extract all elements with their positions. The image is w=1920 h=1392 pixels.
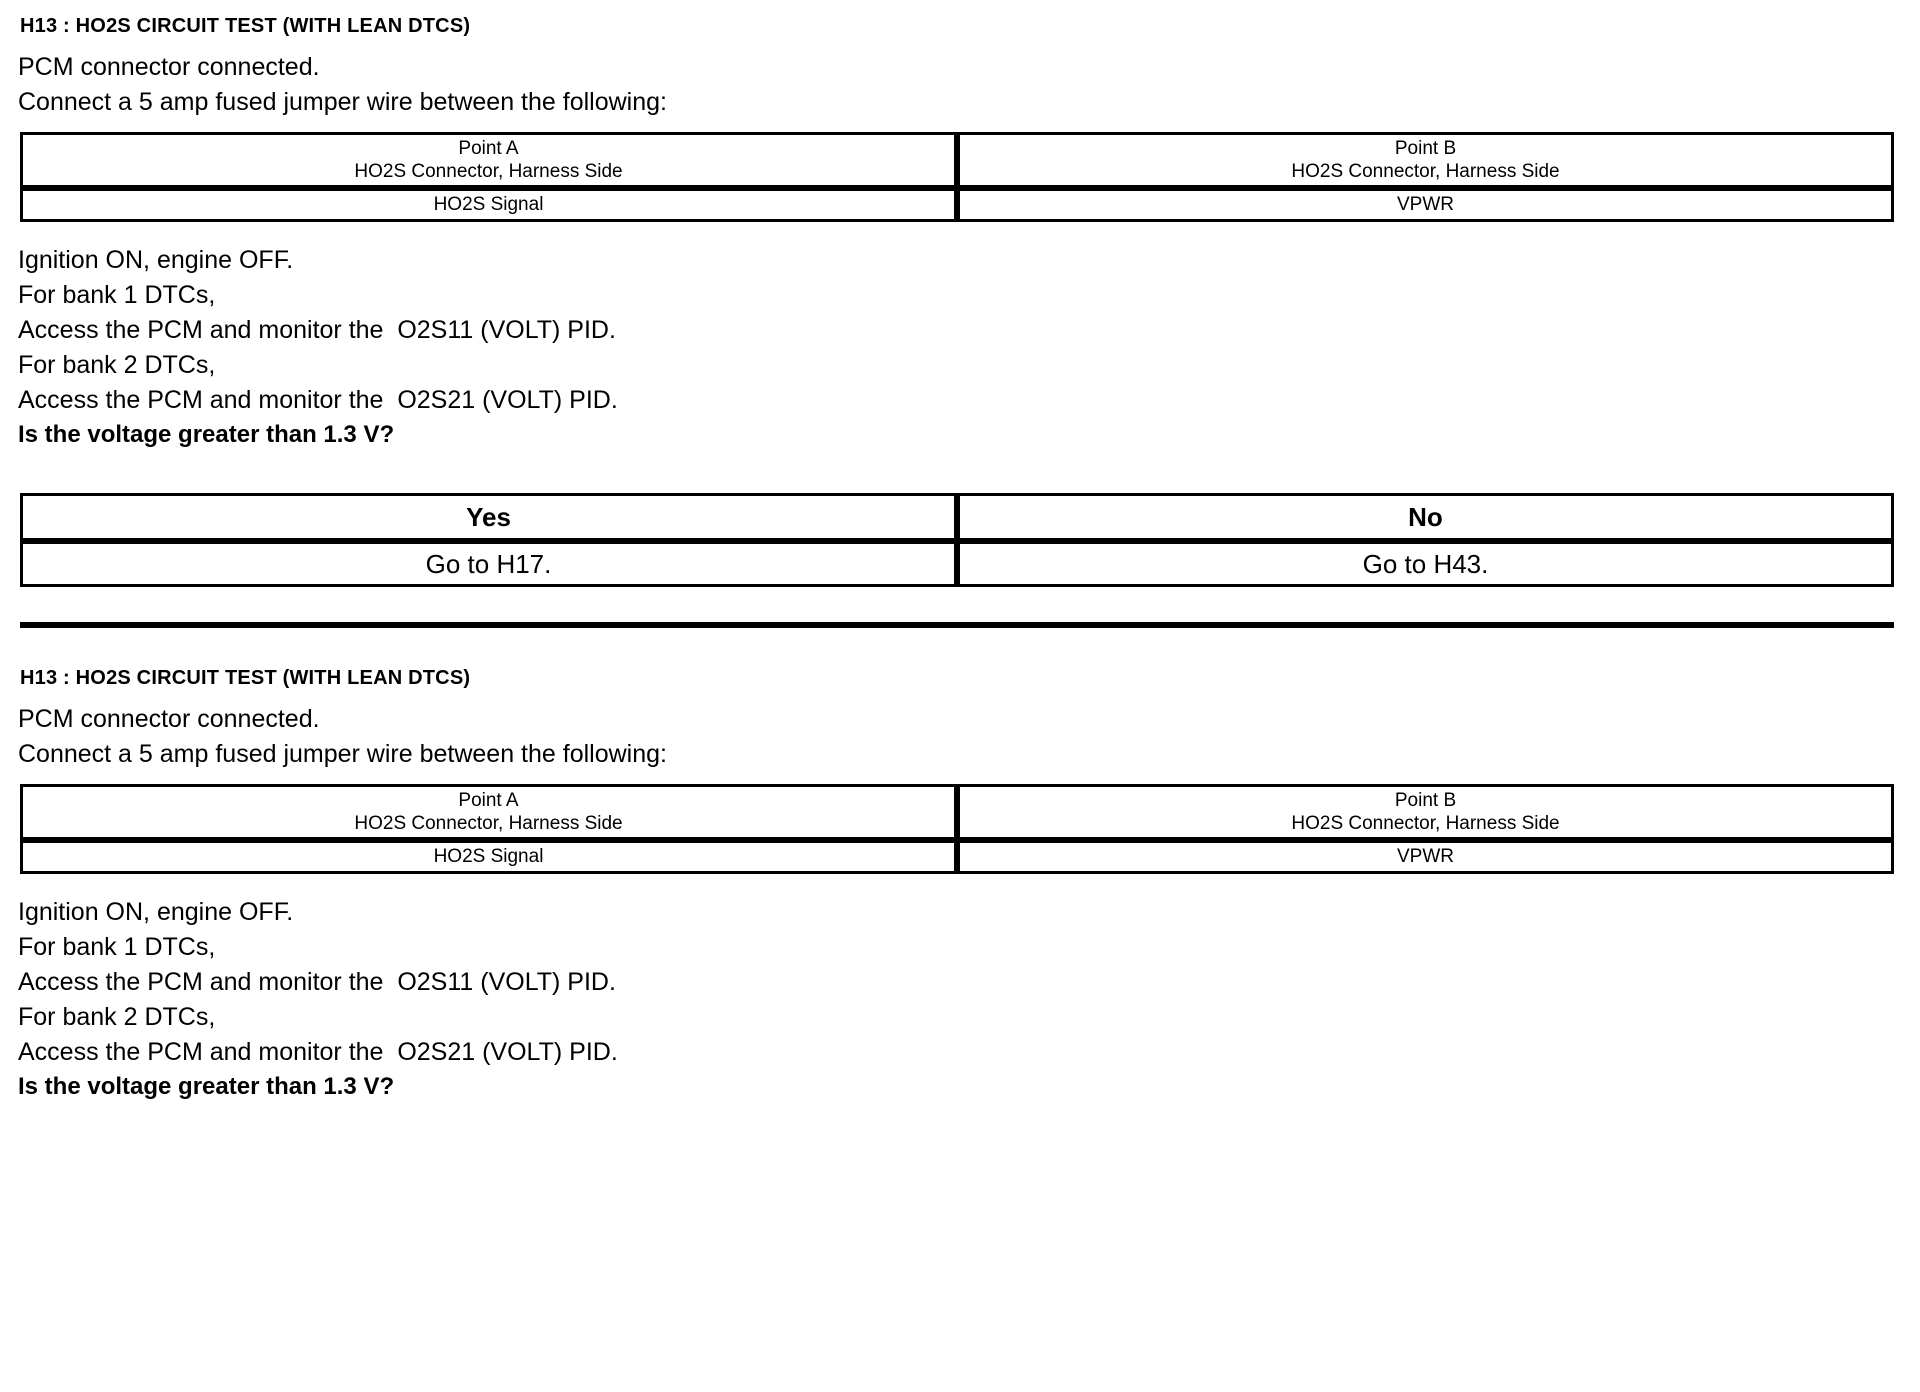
step-line: For bank 1 DTCs, bbox=[18, 933, 216, 961]
step-line: Ignition ON, engine OFF. bbox=[18, 246, 294, 274]
point-b-header bbox=[957, 784, 1894, 840]
section-intro-line: Connect a 5 amp fused jumper wire between the following: bbox=[18, 88, 667, 116]
step-line: Access the PCM and monitor the O2S11 (VOLT) PID. bbox=[18, 316, 616, 344]
point-b-value: VPWR bbox=[957, 840, 1894, 874]
spacer bbox=[18, 628, 1880, 666]
table-row bbox=[20, 132, 1894, 188]
answer-header-no: No bbox=[957, 493, 1894, 541]
answer-table bbox=[20, 493, 1894, 587]
point-b-header-line2: HO2S Connector, Harness Side bbox=[1291, 813, 1560, 834]
diagnostic-section-2 bbox=[18, 666, 1880, 1099]
point-b-header-line1: Point B bbox=[1394, 137, 1457, 159]
section-intro-line: PCM connector connected. bbox=[18, 705, 320, 733]
answer-value-yes[interactable]: Go to H17. bbox=[20, 541, 957, 587]
spacer bbox=[18, 447, 1880, 493]
table-row bbox=[20, 493, 1894, 541]
table-row bbox=[20, 840, 1894, 874]
point-a-header bbox=[20, 132, 957, 188]
spacer bbox=[18, 222, 1880, 248]
answer-value-no[interactable]: Go to H43. bbox=[957, 541, 1894, 587]
table-row bbox=[20, 784, 1894, 840]
spacer bbox=[18, 767, 1880, 784]
section-title: H13 : HO2S CIRCUIT TEST (WITH LEAN DTCS) bbox=[20, 15, 471, 37]
point-b-header-line1: Point B bbox=[1394, 789, 1457, 811]
spacer bbox=[18, 115, 1880, 132]
section-intro-line: Connect a 5 amp fused jumper wire between the following: bbox=[18, 740, 667, 768]
point-b-header-line2: HO2S Connector, Harness Side bbox=[1291, 161, 1560, 182]
section-question: Is the voltage greater than 1.3 V? bbox=[18, 421, 395, 448]
diagnostic-section-1 bbox=[18, 14, 1880, 628]
step-line: Access the PCM and monitor the O2S21 (VOLT) PID. bbox=[18, 1038, 618, 1066]
point-a-value: HO2S Signal bbox=[20, 840, 957, 874]
point-b-header bbox=[957, 132, 1894, 188]
points-table bbox=[20, 784, 1894, 874]
point-b-value: VPWR bbox=[957, 188, 1894, 222]
point-a-header-line1: Point A bbox=[458, 137, 519, 159]
spacer bbox=[18, 925, 1880, 935]
step-line: For bank 2 DTCs, bbox=[18, 351, 216, 379]
table-row bbox=[20, 188, 1894, 222]
point-a-header-line2: HO2S Connector, Harness Side bbox=[354, 161, 623, 182]
step-line: Ignition ON, engine OFF. bbox=[18, 898, 294, 926]
point-a-header bbox=[20, 784, 957, 840]
point-a-header-line2: HO2S Connector, Harness Side bbox=[354, 813, 623, 834]
section-question: Is the voltage greater than 1.3 V? bbox=[18, 1073, 395, 1100]
step-line: For bank 2 DTCs, bbox=[18, 1003, 216, 1031]
spacer bbox=[18, 874, 1880, 900]
section-intro-line: PCM connector connected. bbox=[18, 53, 320, 81]
step-line: Access the PCM and monitor the O2S21 (VOLT) PID. bbox=[18, 386, 618, 414]
step-line: Access the PCM and monitor the O2S11 (VOLT) PID. bbox=[18, 968, 616, 996]
spacer bbox=[18, 995, 1880, 1005]
table-row bbox=[20, 541, 1894, 587]
section-title: H13 : HO2S CIRCUIT TEST (WITH LEAN DTCS) bbox=[20, 667, 471, 689]
point-a-value: HO2S Signal bbox=[20, 188, 957, 222]
spacer bbox=[18, 343, 1880, 353]
spacer bbox=[18, 273, 1880, 283]
points-table bbox=[20, 132, 1894, 222]
step-line: For bank 1 DTCs, bbox=[18, 281, 216, 309]
point-a-header-line1: Point A bbox=[458, 789, 519, 811]
answer-header-yes: Yes bbox=[20, 493, 957, 541]
